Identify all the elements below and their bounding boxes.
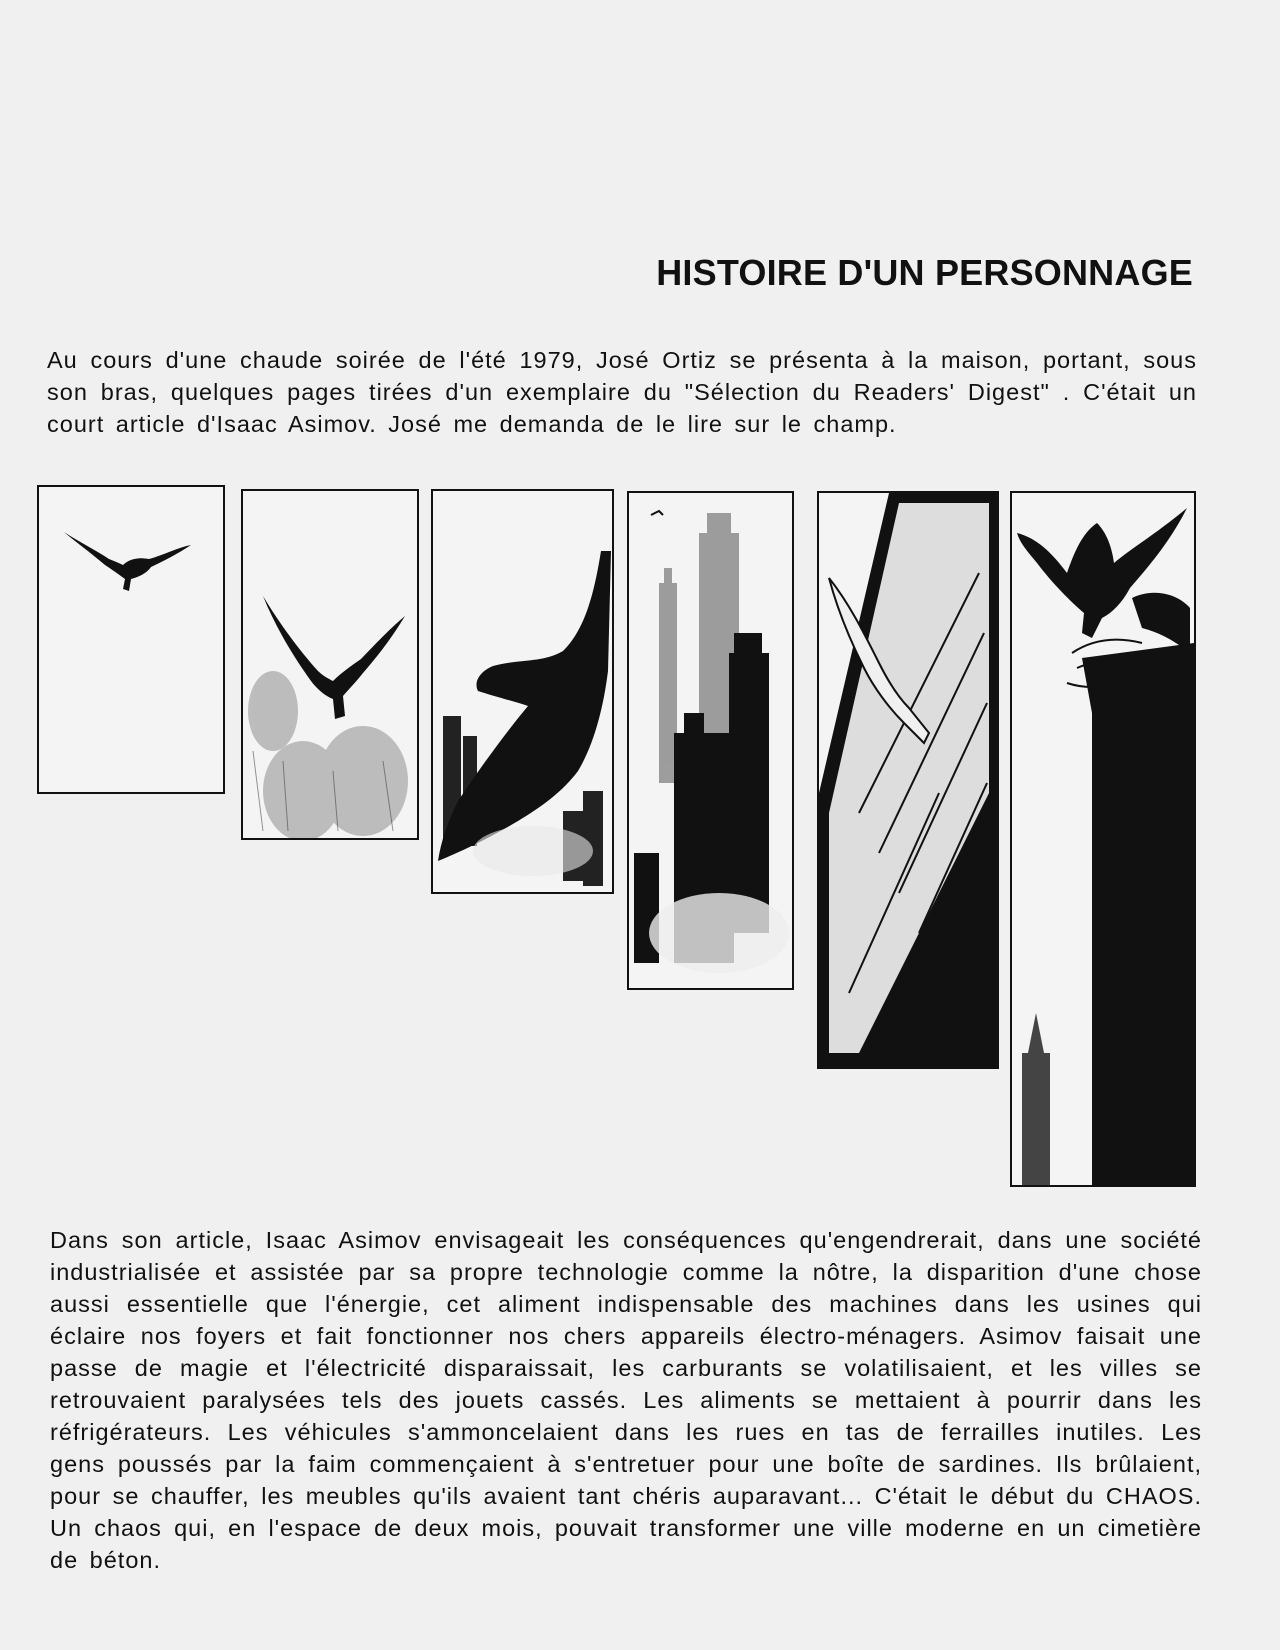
city-skyline-icon <box>433 491 612 892</box>
body-paragraph: Dans son article, Isaac Asimov envisageait les conséquences qu'engendrerait, dans une société industrialisée et assistée par sa propre technologie comme la nôtre, la disparition d'une chose aussi essentielle que l'énergie, cet aliment indispensable des machines dans les usines qui éclaire nos foyers et fait fonctionner nos chers appareils électro-ménagers. Asimov faisait une passe de magie et l'électricité disparaissait, les carburants se volatilisaient, et les villes se retrouvaient paralysées tels des jouets cassés. Les aliments se mettaient à pourrir dans les réfrigérateurs. Les véhicules s'ammoncelaient dans les rues en tas de ferrailles inutiles. Les gens poussés par la faim commençaient à s'entretuer pour une boîte de sardines. Ils brûlaient, pour se chauffer, les meubles qu'ils avaient tant chéris auparavant... C'était le début du CHAOS. Un chaos qui, en l'espace de deux mois, pouvait transformer une ville moderne en un cimetière de béton. <box>50 1227 1202 1573</box>
eagle-icon <box>39 487 223 792</box>
comic-panel-eagle-wing <box>431 489 614 894</box>
page-title: HISTOIRE D'UN PERSONNAGE <box>656 252 1193 293</box>
comic-panel-eagle-dive <box>241 489 419 840</box>
intro-paragraph: Au cours d'une chaude soirée de l'été 1979, José Ortiz se présenta à la maison, portant, sous son bras, quelques pages tirées d'un exemplaire du "Sélection du Readers' Digest" . C'était un court article d'Isaac Asimov. José me demanda de le lire sur le champ. <box>47 347 1197 437</box>
building-icon <box>819 493 997 1067</box>
eagle-nest-icon <box>1012 493 1194 1185</box>
eagle-icon <box>243 491 417 838</box>
comic-panel-skyline <box>627 491 794 990</box>
comic-panel-eagle-nest <box>1010 491 1196 1187</box>
comic-panel-eagle-sky <box>37 485 225 794</box>
comic-panel-eagle-building <box>817 491 999 1069</box>
skyscraper-icon <box>629 493 792 988</box>
